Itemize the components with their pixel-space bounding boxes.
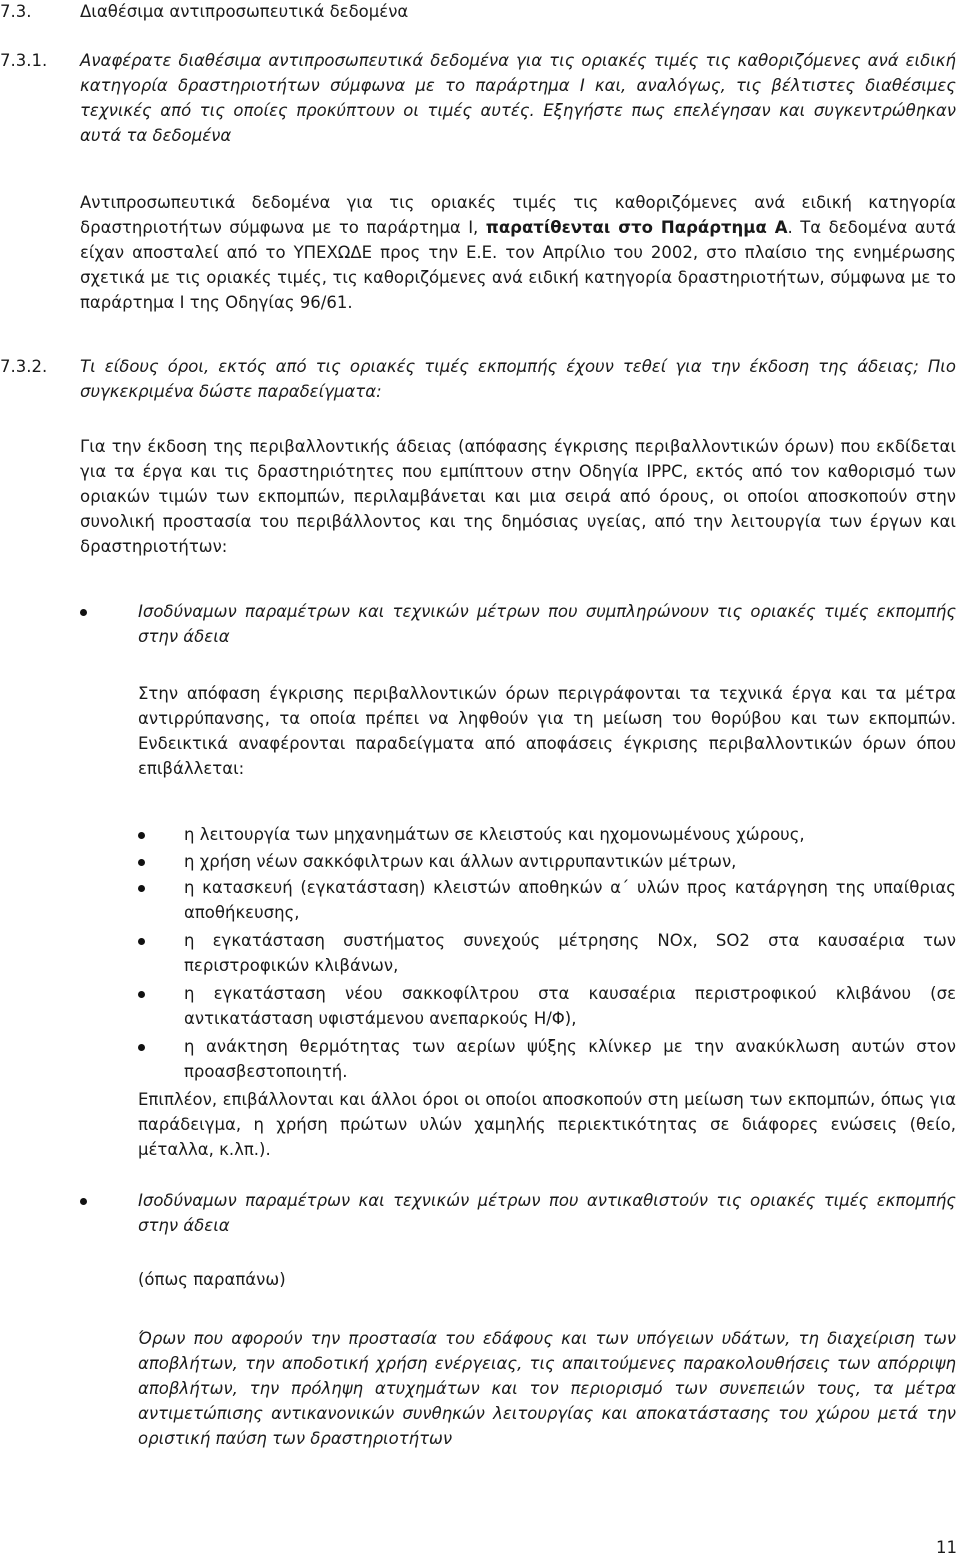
question-2-text: Τι είδους όροι, εκτός από τις οριακές τιμές εκπομπής έχουν τεθεί για την έκδοση της άδειας; Πιο συγκεκριμένα δώστε παραδείγματα: bbox=[80, 357, 956, 401]
bullet-dot bbox=[138, 991, 145, 998]
answer-1-bold: παρατίθενται στο Παράρτημα Α bbox=[485, 218, 788, 237]
list-item: η χρήση νέων σακκόφιλτρων και άλλων αντιρρυπαντικών μέτρων, bbox=[184, 852, 737, 871]
bullet-dot bbox=[80, 1198, 87, 1205]
bullet-dot bbox=[138, 1044, 145, 1051]
bullet-1-text: Στην απόφαση έγκρισης περιβαλλοντικών όρων περιγράφονται τα τεχνικά έργα και τα μέτρα αντιρρύπανσης, τα οποία πρέπει να ληφθούν για τη μείωση του θορύβου και των εκπομπών. Ενδεικτικά αναφέρονται παραδείγματα από αποφάσεις έγκρισης περιβαλλοντικών όρων όπου επιβάλλεται: bbox=[138, 684, 956, 778]
bullet-dot bbox=[138, 885, 145, 892]
question-1-number: 7.3.1. bbox=[0, 51, 48, 70]
bullet-1-title: Ισοδύναμων παραμέτρων και τεχνικών μέτρων που συμπληρώνουν τις οριακές τιμές εκπομπής στην άδεια bbox=[138, 602, 956, 646]
conditions-paragraph: Όρων που αφορούν την προστασία του εδάφους και των υπόγειων υδάτων, τη διαχείριση των αποβλήτων, την αποδοτική χρήση ενέργειας, τις απαιτούμενες παρακολουθήσεις των απόρριψη αποβλήτων, την πρόληψη ατυχημάτων και τον περιορισμό των συνεπειών τους, τα μέτρα αντιμετώπισης αντικανονικών συνθηκών λειτουργίας και αποκατάστασης του χώρου μετά την οριστική παύση των δραστηριοτήτων bbox=[138, 1329, 956, 1448]
answer-2-intro: Για την έκδοση της περιβαλλοντικής άδειας (απόφασης έγκρισης περιβαλλοντικών όρων) που εκδίδεται για τα έργα και τις δραστηριότητες που εμπίπτουν στην Οδηγία IPPC, εκτός από τον καθορισμό των οριακών τιμών των εκπομπών, περιλαμβάνεται και μια σειρά από όρους, οι οποίοι αποσκοπούν στην συνολική προστασία του περιβάλλοντος και της δημόσιας υγείας, από την λειτουργία των έργων και δραστηριοτήτων: bbox=[80, 437, 956, 556]
section-title: Διαθέσιμα αντιπροσωπευτικά δεδομένα bbox=[80, 2, 409, 21]
bullet-dot bbox=[80, 609, 87, 616]
bullet-2-text: (όπως παραπάνω) bbox=[138, 1270, 286, 1289]
list-item: η κατασκευή (εγκατάσταση) κλειστών αποθηκών α΄ υλών προς κατάργηση της υπαίθριας αποθήκευσης, bbox=[184, 878, 956, 922]
section-number: 7.3. bbox=[0, 2, 32, 21]
bullet-2-title: Ισοδύναμων παραμέτρων και τεχνικών μέτρων που αντικαθιστούν τις οριακές τιμές εκπομπής στην άδεια bbox=[138, 1191, 956, 1235]
question-2-number: 7.3.2. bbox=[0, 357, 48, 376]
answer-1-part2: . Τα δεδομένα αυτά είχαν αποσταλεί από το ΥΠΕΧΩΔΕ προς την Ε.Ε. τον Απρίλιο του 2002, στο πλαίσιο της ενημέρωσης σχετικά με τις οριακές τιμές, τις καθοριζόμενες ανά ειδική κατηγορία δραστηριοτήτων, σύμφωνα με το παράρτημα Ι της Οδηγίας 96/61. bbox=[80, 218, 957, 312]
answer-1-part1: Αντιπροσωπευτικά δεδομένα για τις οριακές τιμές τις καθοριζόμενες ανά ειδική κατηγορία δραστηριοτήτων σύμφωνα με το παράρτημα Ι, bbox=[80, 193, 956, 237]
answer-1-text bbox=[80, 190, 956, 315]
bullet-1-extra-text: Επιπλέον, επιβάλλονται και άλλοι όροι οι οποίοι αποσκοπούν στη μείωση των εκπομπών, όπως για παράδειγμα, η χρήση πρώτων υλών χαμηλής περιεκτικότητας σε διάφορες ενώσεις (θείο, μέταλλα, κ.λπ.). bbox=[138, 1090, 956, 1159]
list-item: η εγκατάσταση νέου σακκοφίλτρου στα καυσαέρια περιστροφικού κλιβάνου (σε αντικατάσταση υφιστάμενου ανεπαρκούς Η/Φ), bbox=[184, 984, 956, 1028]
list-item: η λειτουργία των μηχανημάτων σε κλειστούς και ηχομονωμένους χώρους, bbox=[184, 825, 805, 844]
bullet-dot bbox=[138, 859, 145, 866]
list-item: η ανάκτηση θερμότητας των αερίων ψύξης κλίνκερ με την ανακύκλωση αυτών στον προασβεστοποιητή. bbox=[184, 1037, 956, 1081]
question-1-text: Αναφέρατε διαθέσιμα αντιπροσωπευτικά δεδομένα για τις οριακές τιμές τις καθοριζόμενες ανά ειδική κατηγορία δραστηριοτήτων σύμφωνα με το παράρτημα Ι και, αναλόγως, τις βέλτιστες διαθέσιμες τεχνικές από τις οποίες προκύπτουν οι τιμές αυτές. Εξηγήστε πως επελέγησαν και συγκεντρώθηκαν αυτά τα δεδομένα bbox=[80, 51, 956, 145]
page-number: 11 bbox=[936, 1538, 957, 1557]
bullet-dot bbox=[138, 938, 145, 945]
list-item: η εγκατάσταση συστήματος συνεχούς μέτρησης NOx, SO2 στα καυσαέρια των περιστροφικών κλιβάνων, bbox=[184, 931, 956, 975]
bullet-dot bbox=[138, 832, 145, 839]
section-heading bbox=[0, 1, 409, 23]
